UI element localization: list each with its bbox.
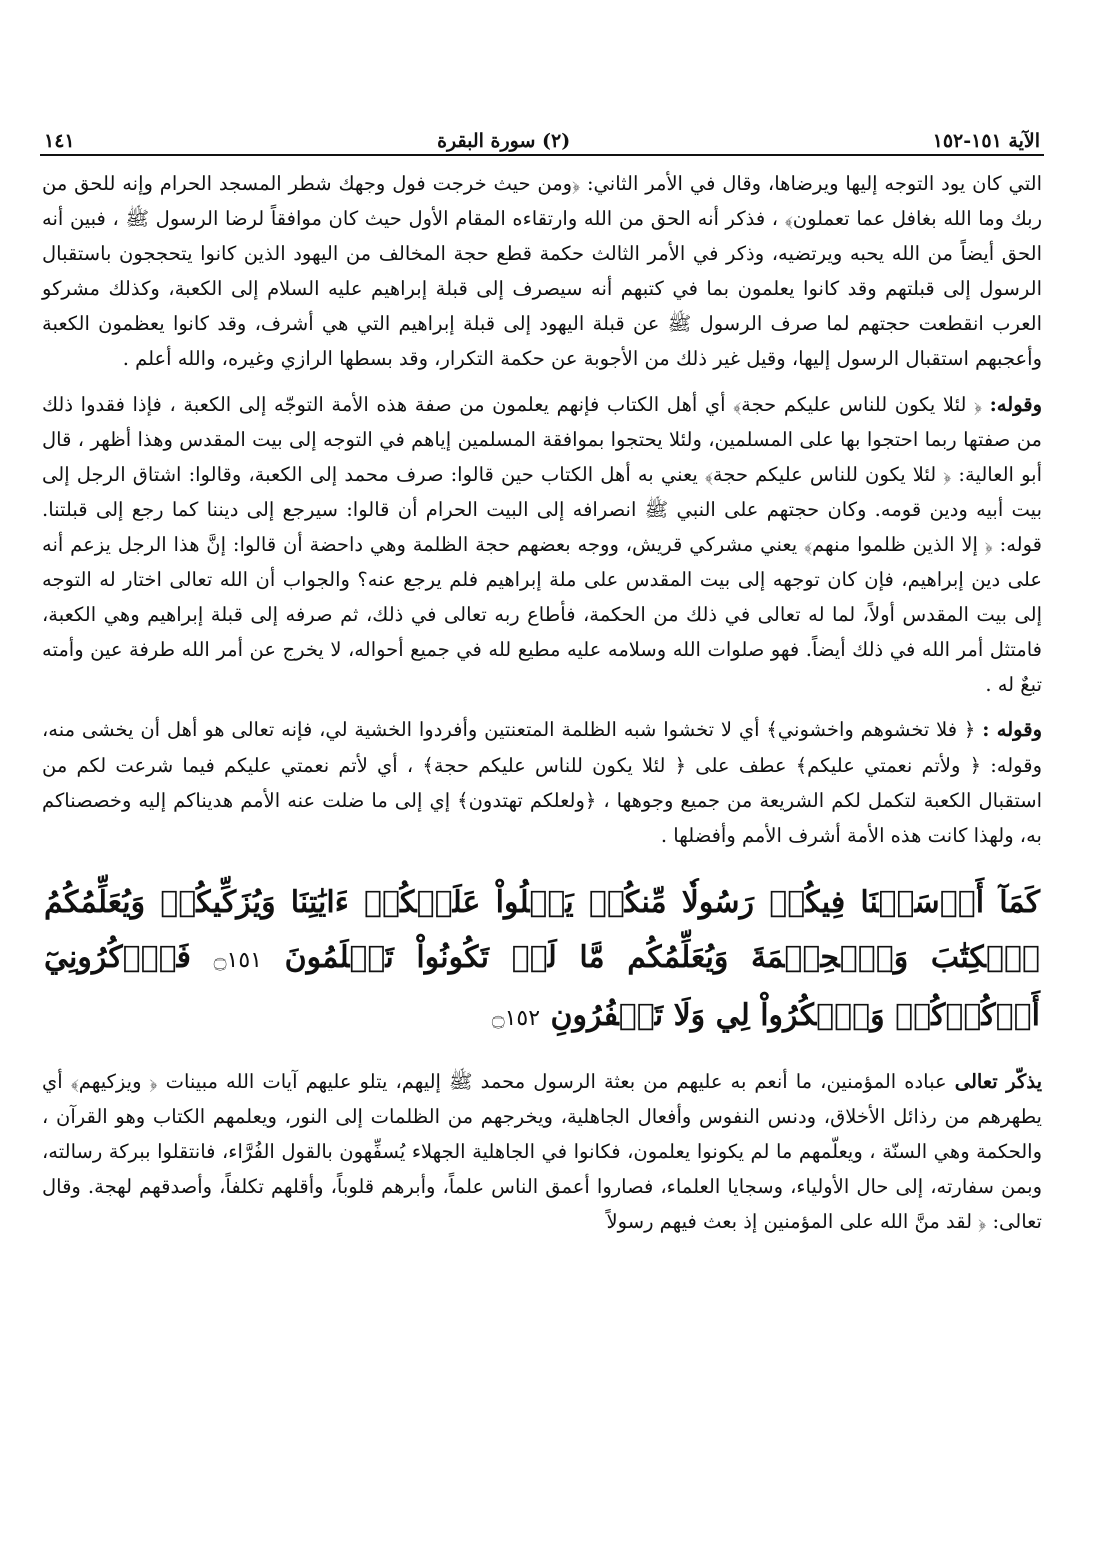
page-number: ١٤١ <box>44 130 75 152</box>
paragraph-4-body: عباده المؤمنين، ما أنعم به عليهم من بعثة الرسول محمد ﷺ إليهم، يتلو عليهم آيات الله مبينات ﴿ ويزكيهم﴾ أي يطهرهم من رذائل الأخلاق، ودنس النفوس وأفعال الجاهلية، ويخرجهم من الظلمات إلى النور، ويعلمهم الكتاب وهو القرآن ، والحكمة وهي السنّة ، ويعلّمهم ما لم يكونوا يعلمون، فكانوا في الجاهلية الجهلاء يُسفِّهون بالقول الفُرَّاء، فانتقلوا ببركة رسالته، وبمن سفارته، إلى حال الأولياء، وسجايا العلماء، فصاروا أعمق الناس علماً، وأبرهم قلوباً، وأقلهم تكلفاً، وأصدقهم لهجة. وقال تعالى: ﴿ لقد منَّ الله على المؤمنين إذ بعث فيهم رسولاً <box>42 1069 1042 1234</box>
paragraph-3-body: ﴿ فلا تخشوهم واخشوني﴾ أي لا تخشوا شبه الظلمة المتعنتين وأفردوا الخشية لي، فإنه تعالى هو أهل أن يخشى منه، وقوله: ﴿ ولأتم نعمتي عليكم﴾ عطف على ﴿ لئلا يكون للناس عليكم حجة﴾ ، أي لأتم نعمتي عليكم فيما شرعت لكم من استقبال الكعبة لتكمل لكم الشريعة من جميع وجوهها ، ﴿ولعلكم تهتدون﴾ إي إلى ما ضلت عنه الأمم هديناكم إليه وخصصناكم به، ولهذا كانت هذه الأمة أشرف الأمم وأفضلها . <box>42 718 1042 847</box>
verse-151-marker: ۝١٥١ <box>213 947 262 973</box>
verse-152-marker: ۝١٥٢ <box>491 1005 541 1031</box>
paragraph-4 <box>40 1064 1044 1239</box>
paragraph-1: التي كان يود التوجه إليها ويرضاها، وقال في الأمر الثاني: ﴿ومن حيث خرجت فول وجهك شطر المسجد الحرام وإنه للحق من ربك وما الله بغافل عما تعملون﴾ ، فذكر أنه الحق من الله وارتقاءه المقام الأول حيث كان موافقاً لرضا الرسول ﷺ ، فبين أنه الحق أيضاً من الله يحبه ويرتضيه، وذكر في الأمر الثالث حكمة قطع حجة المخالف من اليهود الذين كانوا يتحججون باستقبال الرسول إلى قبلتهم وقد كانوا يعلمون بما في كتبهم أنه سيصرف إلى قبلة إبراهيم عليه السلام إلى الكعبة، وكذلك مشركو العرب انقطعت حجتهم لما صرف الرسول ﷺ عن قبلة اليهود إلى قبلة إبراهيم التي هي أشرف، وقد كانوا يعظمون الكعبة وأعجبهم استقبال الرسول إليها، وقيل غير ذلك من الأجوبة عن حكمة التكرار، وقد بسطها الرازي وغيره، والله أعلم . <box>42 172 1042 371</box>
quran-verse <box>40 875 1044 1046</box>
surah-title: (٢) سورة البقرة <box>437 130 571 152</box>
paragraph-4-lead: يذكّر تعالى <box>954 1069 1043 1093</box>
paragraph-2-body: ﴿ لئلا يكون للناس عليكم حجة﴾ أي أهل الكتاب فإنهم يعلمون من صفة هذه الأمة التوجّه إلى الكعبة ، فإذا فقدوا ذلك من صفتها ربما احتجوا بها على المسلمين، ولئلا يحتجوا بموافقة المسلمين إياهم في التوجه إلى بيت المقدس وهذا أظهر ، قال أبو العالية: ﴿ لئلا يكون للناس عليكم حجة﴾ يعني به أهل الكتاب حين قالوا: صرف محمد إلى الكعبة، وقالوا: اشتاق الرجل إلى بيت أبيه ودين قومه. وكان حجتهم على النبي ﷺ انصرافه إلى البيت الحرام أن قالوا: سيرجع إلى ديننا كما رجع إلى قبلتنا. قوله: ﴿ إلا الذين ظلموا منهم﴾ يعني مشركي قريش، ووجه بعضهم حجة الظلمة وهي داحضة أن قالوا: إنَّ هذا الرجل يزعم أنه على دين إبراهيم، فإن كان توجهه إلى بيت المقدس على ملة إبراهيم فلم يرجع عنه؟ والجواب أن الله تعالى اختار له التوجه إلى بيت المقدس أولاً، لما له تعالى في ذلك من الحكمة، فأطاع ربه تعالى في ذلك، ثم صرفه إلى قبلة إبراهيم وهي الكعبة، فامتثل أمر الله في ذلك أيضاً. فهو صلوات الله وسلامه عليه مطيع لله في جميع أحواله، لا يخرج عن أمر الله طرفة عين وأمته تبعٌ له . <box>42 392 1042 697</box>
paragraph-3-lead: وقوله : <box>982 718 1042 742</box>
verse-152-text: فَٱذۡكُرُونِيٓ أَذۡكُرۡكُمۡ وَٱشۡكُرُواْ لِي وَلَا تَكۡفُرُونِ <box>44 939 1040 1033</box>
paragraph-3 <box>40 712 1044 852</box>
book-page <box>40 118 1044 1531</box>
page-header <box>40 118 1044 156</box>
paragraph-2 <box>40 387 1044 703</box>
verse-range: الآية ١٥١-١٥٢ <box>932 130 1040 152</box>
verse-151-text: كَمَآ أَرۡسَلۡنَا فِيكُمۡ رَسُولٗا مِّنكُمۡ يَتۡلُواْ عَلَيۡكُمۡ ءَايَٰتِنَا وَيُزَكِّيكُمۡ وَيُعَلِّمُكُمُ ٱلۡكِتَٰبَ وَٱلۡحِكۡمَةَ وَيُعَلِّمُكُم مَّا لَمۡ تَكُونُواْ تَعۡلَمُونَ <box>44 884 1040 975</box>
paragraph-2-lead: وقوله: <box>989 392 1042 416</box>
